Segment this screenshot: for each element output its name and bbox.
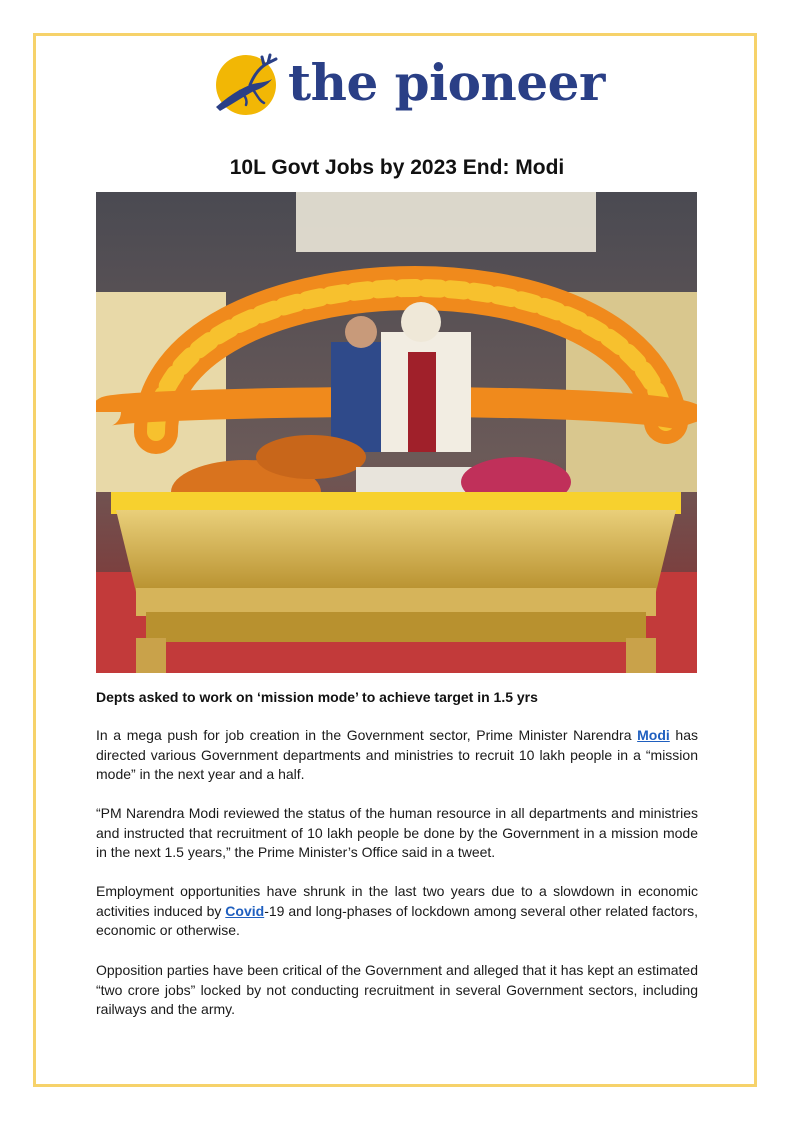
- modi-link[interactable]: Modi: [637, 727, 670, 743]
- paragraph-2: “PM Narendra Modi reviewed the status of the human resource in all departments and ministries and instructed that recruitment of 10 lakh people be done by the Government in a mission mode in the next 1.5 years,” the Prime Minister’s Office said in a tweet.: [96, 805, 698, 860]
- deer-sun-icon: [210, 45, 286, 117]
- paragraph-1-before: In a mega push for job creation in the Government sector, Prime Minister Narendra: [96, 727, 638, 743]
- article-headline: 10L Govt Jobs by 2023 End: Modi: [229, 156, 565, 179]
- paragraph-1: [96, 726, 698, 785]
- paragraph-3-after: -19 and long-phases of lockdown among several other related factors, economic or otherwise.: [96, 902, 698, 938]
- masthead-logo[interactable]: [210, 45, 605, 123]
- covid-link[interactable]: Covid: [225, 902, 265, 919]
- paragraph-1-after: has directed various Government departments and ministries to recruit 10 lakh people in a “mission mode” in the next year and a half.: [96, 727, 699, 782]
- paragraph-3-before: Employment opportunities have shrunk in the last two years due to a slowdown in economic activities induced by: [96, 883, 698, 919]
- paragraph-4: Opposition parties have been critical of the Government and alleged that it has kept an estimated “two crore jobs” locked by not conducting recruitment in several Government sectors, including railways and the army.: [96, 962, 698, 1017]
- masthead-title: the pioneer: [288, 53, 605, 112]
- article-subheadline: Depts asked to work on ‘mission mode’ to achieve target in 1.5 yrs: [96, 689, 538, 705]
- ceremony-photo: [96, 192, 697, 673]
- paragraph-3: [96, 882, 698, 941]
